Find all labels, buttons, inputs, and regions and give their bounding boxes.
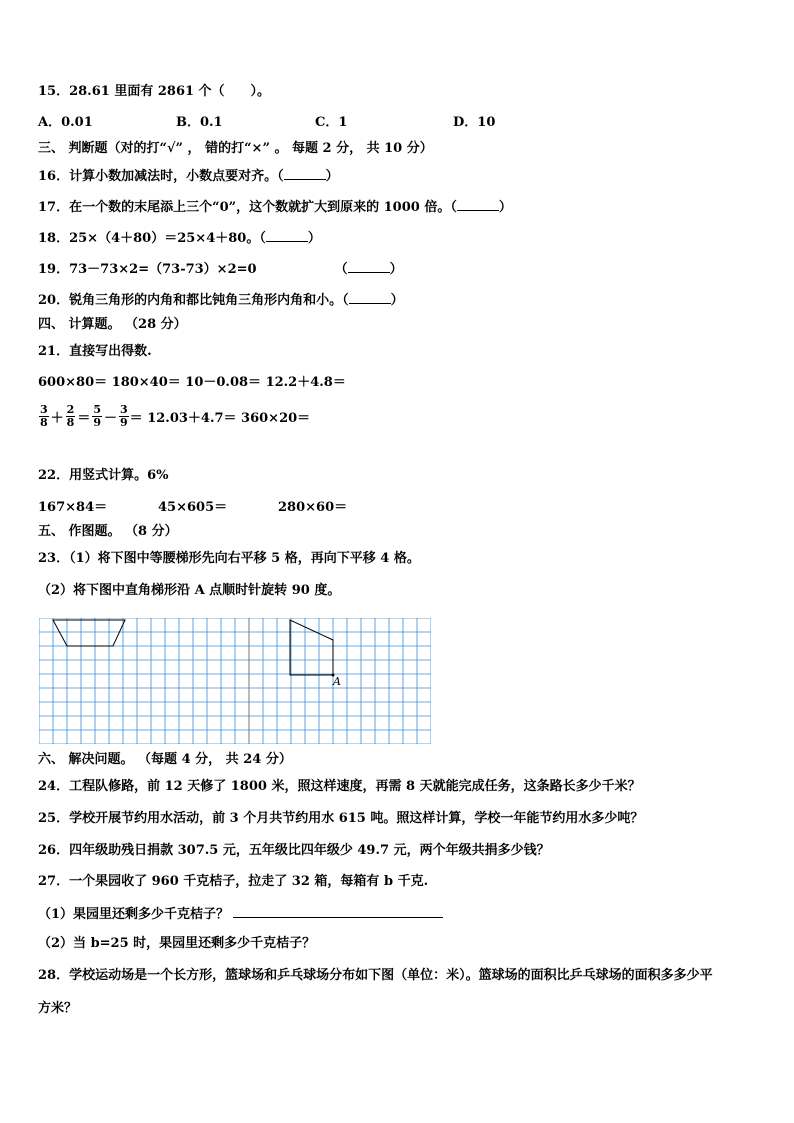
q15-stem: 15．28.61 里面有 2861 个（ ）。 [38,84,271,99]
fraction-5-9: $\frac{5}{9}$ [93,403,101,429]
q27-stem: 27．一个果园收了 960 千克桔子，拉走了 32 箱，每箱有 b 千克. [38,874,429,889]
q27-answer-line[interactable] [233,905,443,918]
q17 [38,198,512,216]
q16-text: 16．计算小数加减法时，小数点要对齐。（ [38,169,284,184]
q17-close: ） [498,200,512,215]
point-a-label: A [333,675,341,688]
q25: 25．学校开展节约用水活动，前 3 个月共节约用水 615 吨。照这样计算，学校一年能节约用水多少吨？ [38,811,644,826]
q20 [38,291,404,309]
q22-stem: 22．用竖式计算。6% [38,468,169,483]
q21-row-1: 600×80＝ 180×40＝ 10－0.08＝ 12.2＋4.8＝ [38,375,346,390]
q15-option-a: A．0.01 [38,115,93,130]
q17-text: 17．在一个数的末尾添上三个“0”，这个数就扩大到原来的 1000 倍。（ [38,200,457,215]
q20-close: ） [390,293,404,308]
q21-stem: 21．直接写出得数. [38,344,152,359]
fraction-3-8: $\frac{3}{8}$ [40,403,48,429]
grid-lines [39,618,431,744]
equals-sign: ＝ [77,411,91,426]
q28-line-1: 28．学校运动场是一个长方形，篮球场和乒乓球场分布如下图（单位：米）。篮球场的面积比乒乓球场的面积多多少平 [38,968,713,983]
q17-answer-blank[interactable] [457,198,499,211]
q16-answer-blank[interactable] [284,167,326,180]
q15-option-d: D．10 [453,115,496,130]
isosceles-trapezoid [53,620,125,646]
q21-row-2-rest: ＝ 12.03＋4.7＝ 360×20＝ [129,411,311,426]
q19 [38,260,403,278]
q23-part-2: （2）将下图中直角梯形沿 A 点顺时针旋转 90 度。 [38,583,341,598]
q22-item-2: 45×605＝ [158,500,228,515]
plus-sign: ＋ [50,411,64,426]
minus-sign: － [104,411,118,426]
q18-text: 18．25×（4＋80）＝25×4＋80。（ [38,231,266,246]
fraction-3-9: $\frac{3}{9}$ [120,403,128,429]
drawing-grid[interactable] [39,618,431,744]
q20-text: 20．锐角三角形的内角和都比钝角三角形内角和小。（ [38,293,349,308]
q16 [38,167,339,185]
fraction-2-8: $\frac{2}{8}$ [66,403,75,429]
section-3-title: 三、 判断题（对的打“√” ， 错的打“×” 。 每题 2 分， 共 10 分） [38,141,433,156]
q22-item-1: 167×84＝ [38,500,108,515]
section-5-title: 五、 作图题。 （8 分） [38,524,178,539]
q18-answer-blank[interactable] [266,229,308,242]
q24: 24．工程队修路，前 12 天修了 1800 米，照这样速度，再需 8 天就能完成任务，这条路长多少千米？ [38,779,641,794]
q27-part-1: （1）果园里还剩多少千克桔子？ [38,905,443,923]
q22-item-3: 280×60＝ [278,500,348,515]
q20-answer-blank[interactable] [349,291,391,304]
q16-close: ） [325,169,339,184]
q19-open: （ [334,262,348,277]
right-trapezoid [290,620,333,675]
q26: 26．四年级助残日捐款 307.5 元，五年级比四年级少 49.7 元，两个年级共捐多少钱？ [38,843,550,858]
q19-close: ） [389,262,403,277]
section-4-title: 四、 计算题。 （28 分） [38,317,187,332]
q27-part-2: （2）当 b=25 时，果园里还剩多少千克桔子？ [38,936,316,951]
q15-option-c: C．1 [315,115,348,130]
q19-text: 19．73－73×2=（73-73）×2=0 [38,262,257,277]
q18 [38,229,321,247]
q21-row-2 [38,404,310,429]
q18-close: ） [307,231,321,246]
q23-part-1: 23．（1）将下图中等腰梯形先向右平移 5 格，再向下平移 4 格。 [38,551,420,566]
q15-option-b: B．0.1 [176,115,223,130]
section-6-title: 六、 解决问题。 （每题 4 分， 共 24 分） [38,752,292,767]
q19-answer-blank[interactable] [348,260,390,273]
q28-line-2: 方米？ [38,1001,78,1016]
